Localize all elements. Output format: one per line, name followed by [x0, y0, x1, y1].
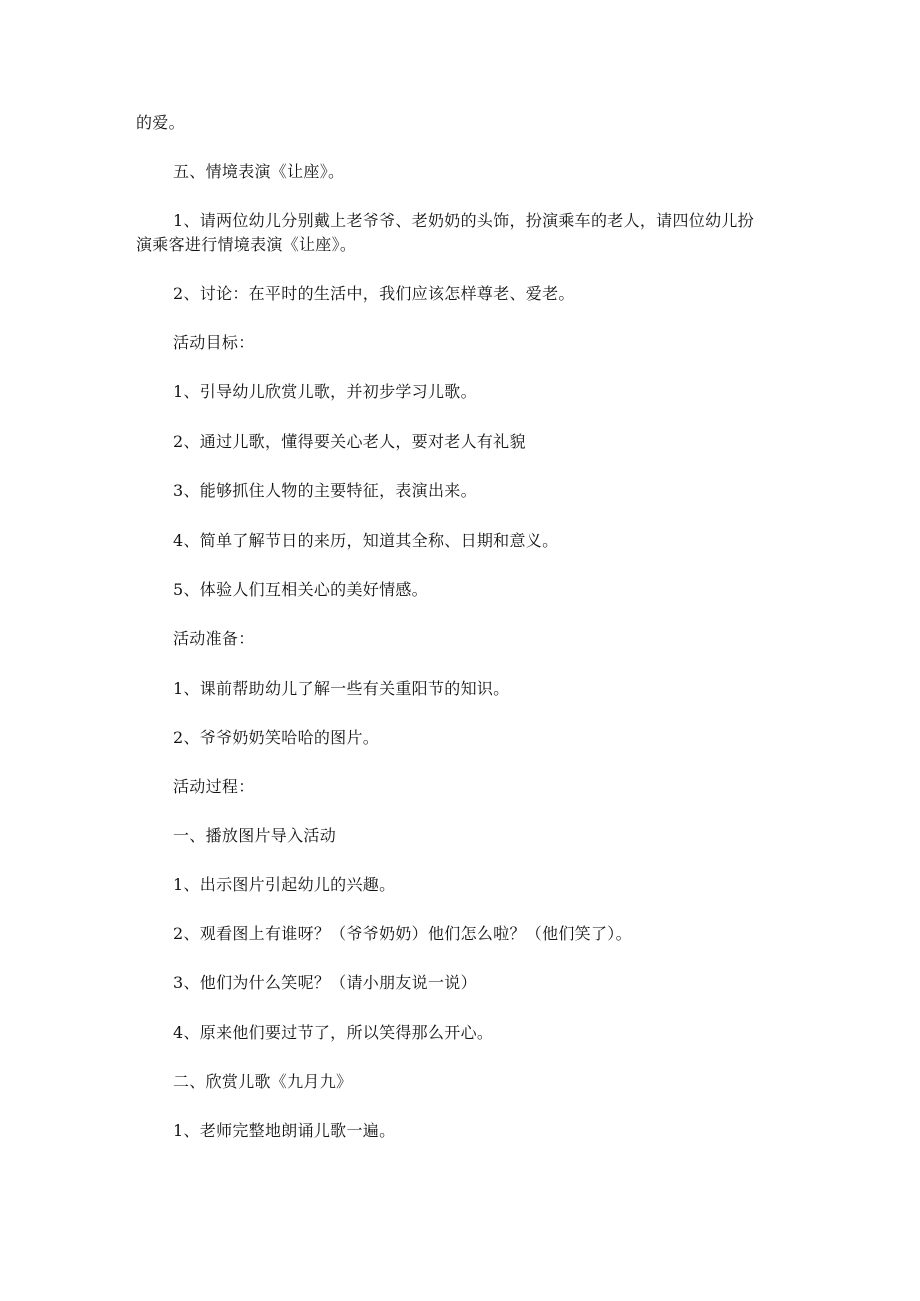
- section-heading: 五、情境表演《让座》。: [173, 162, 345, 181]
- list-item: 2、爷爷奶奶笑哈哈的图片。: [173, 728, 380, 747]
- list-item: 1、老师完整地朗诵儿歌一遍。: [173, 1121, 396, 1140]
- list-item: 4、简单了解节日的来历，知道其全称、日期和意义。: [173, 531, 559, 550]
- section-heading: 一、播放图片导入活动: [173, 826, 337, 845]
- list-item: 1、引导幼儿欣赏儿歌，并初步学习儿歌。: [173, 382, 477, 401]
- text-line: 演乘客进行情境表演《让座》。: [136, 235, 357, 254]
- list-item: 2、通过儿歌，懂得要关心老人，要对老人有礼貌: [173, 432, 526, 451]
- list-item: 3、能够抓住人物的主要特征，表演出来。: [173, 481, 477, 500]
- list-item: 2、观看图上有谁呀？（爷爷奶奶）他们怎么啦？（他们笑了）。: [173, 924, 632, 943]
- section-heading: 活动过程：: [173, 777, 255, 796]
- list-item: 5、体验人们互相关心的美好情感。: [173, 580, 428, 599]
- list-item: 3、他们为什么笑呢？（请小朋友说一说）: [173, 973, 477, 992]
- text-line: 2、讨论：在平时的生活中，我们应该怎样尊老、爱老。: [173, 284, 575, 303]
- list-item: 4、原来他们要过节了，所以笑得那么开心。: [173, 1023, 494, 1042]
- list-item: 1、课前帮助幼儿了解一些有关重阳节的知识。: [173, 679, 510, 698]
- section-heading: 二、欣赏儿歌《九月九》: [173, 1072, 353, 1091]
- text-line: 的爱。: [136, 113, 185, 132]
- section-heading: 活动准备：: [173, 629, 255, 648]
- text-line: 1、请两位幼儿分别戴上老爷爷、老奶奶的头饰，扮演乘车的老人，请四位幼儿扮: [173, 211, 754, 230]
- section-heading: 活动目标：: [173, 333, 255, 352]
- list-item: 1、出示图片引起幼儿的兴趣。: [173, 875, 396, 894]
